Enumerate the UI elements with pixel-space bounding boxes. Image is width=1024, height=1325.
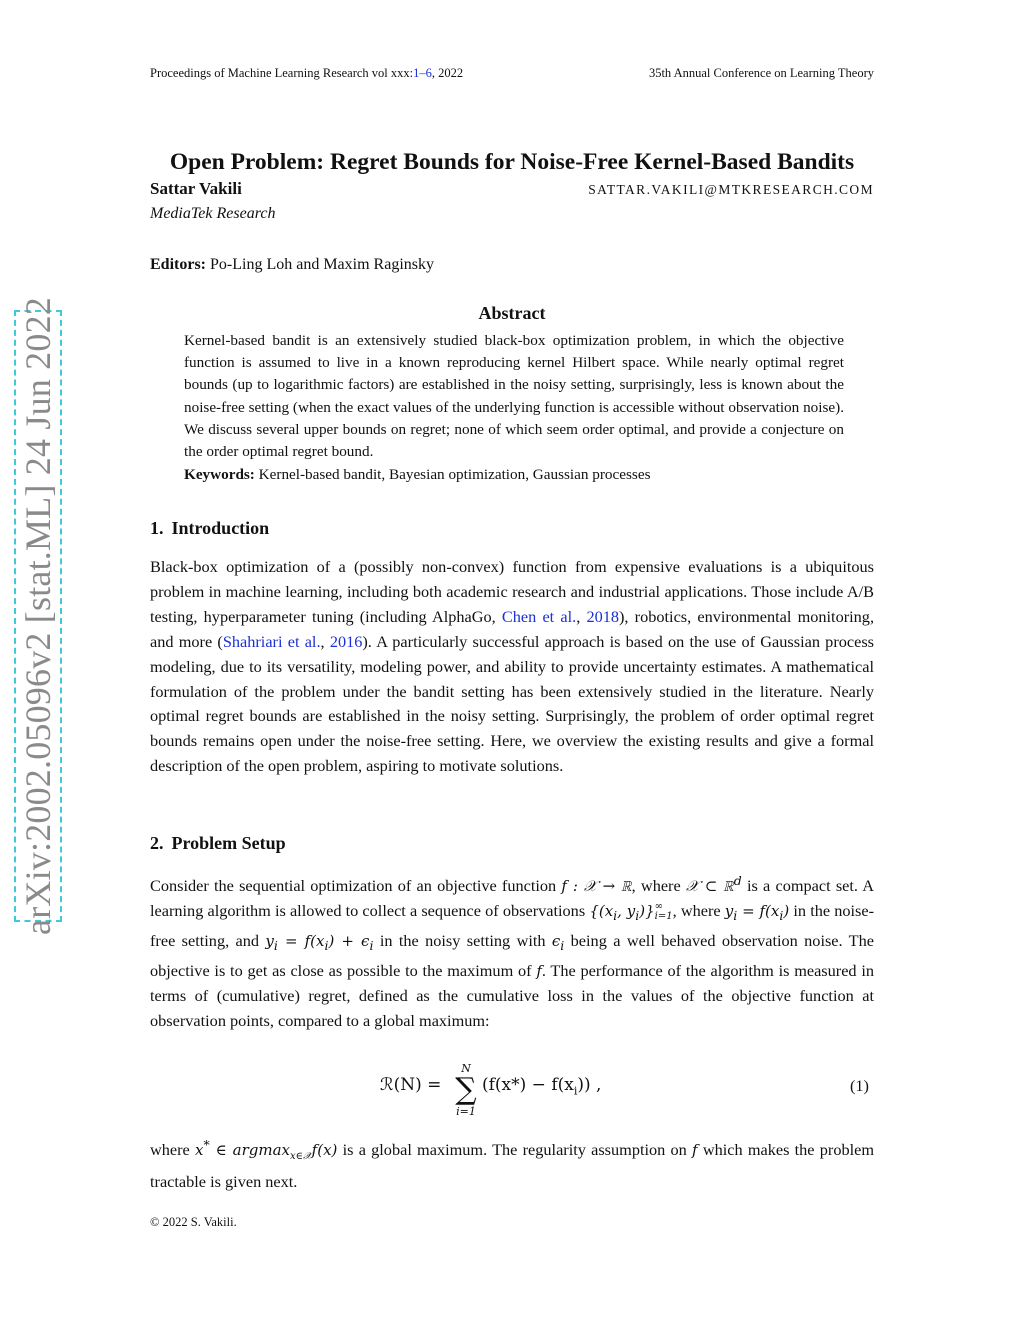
editors-label: Editors: <box>150 256 206 273</box>
copyright-notice: © 2022 S. Vakili. <box>150 1215 237 1229</box>
math-part: i <box>573 1084 578 1098</box>
math-part: i <box>369 937 374 953</box>
math-part: i <box>273 937 278 953</box>
math-part: x∈𝒳 <box>290 1151 312 1162</box>
text: Consider the sequential optimization of an objective function <box>150 876 562 895</box>
text: in the noise-free setting, and <box>150 900 875 950</box>
math-part: 𝒳 ⊂ ℝ <box>685 877 734 895</box>
author-name: Sattar Vakili <box>150 179 242 198</box>
math-domain <box>685 873 742 895</box>
math-part: i <box>635 907 640 923</box>
math-part: i=1 <box>654 910 673 922</box>
text: is a compact set. A learning algorithm is allowed to collect a sequence of observations <box>150 876 875 920</box>
math-part: = f(x <box>277 931 325 950</box>
text: which makes the problem tractable is given next. <box>150 1140 875 1191</box>
math-part: = f(x <box>737 901 780 920</box>
citation-sep: , <box>576 606 587 626</box>
math-part: i <box>733 907 738 923</box>
proceedings-year: , 2022 <box>431 66 464 80</box>
running-header <box>150 66 874 81</box>
intro-text-c: ). A particularly successful approach is based on the use of Gaussian process modeling, due to its versatility, modeling power, and ability to provide uncertainty estimates. A mathematical formulation of the problem under the bandit setting has been extensively studied in the literature. Nearly optimal regret bounds are established in the noisy setting. Surprisingly, the problem of order optimal regret bounds remains open under the noise-free setting. Here, we overview the existing results and give a formal description of the open problem, aspiring to motivate solutions. <box>150 631 875 776</box>
citation-shahriari-year[interactable]: 2016 <box>329 631 363 651</box>
author-affiliation: MediaTek Research <box>150 205 276 222</box>
abstract-heading: Abstract <box>478 303 546 323</box>
section-number: 1. <box>150 518 164 538</box>
abstract-body: Kernel-based bandit is an extensively studied black-box optimization problem, in which the objective function is assumed to live in a known reproducing kernel Hilbert space. While nearly optimal regret bounds (up to logarithmic factors) are established in the noisy setting, surprisingly, less is known about the noise-free setting (when the exact values of the underlying function is accessible without observation noise). We discuss several upper bounds on regret; none of which seem order optimal, and provide a conjecture on the order optimal regret bound. <box>184 332 844 461</box>
citation-chen-year[interactable]: 2018 <box>586 606 620 626</box>
sum-symbol: ∑ <box>455 1072 477 1107</box>
editors-names: Po-Ling Loh and Maxim Raginsky <box>206 256 434 273</box>
math-part: (f(x*) − f(x <box>482 1075 574 1095</box>
author-email: SATTAR.VAKILI@MTKRESEARCH.COM <box>588 182 874 197</box>
section-heading-problem-setup <box>150 833 286 854</box>
keywords-line <box>184 466 650 484</box>
math-part: * <box>203 1137 210 1152</box>
summation <box>453 1062 479 1118</box>
math-part: , y <box>617 901 636 920</box>
text: where <box>150 1140 195 1159</box>
math-part: ∈ argmax <box>209 1141 291 1159</box>
introduction-paragraph <box>150 555 874 779</box>
math-part: f(x) <box>311 1141 338 1159</box>
citation-shahriari-author[interactable]: Shahriari et al. <box>222 631 321 651</box>
equation-lhs: ℛ(N) = <box>380 1075 442 1095</box>
math-part: y <box>724 901 734 920</box>
running-header-right: 35th Annual Conference on Learning Theory <box>648 66 874 80</box>
math-part: i <box>324 937 329 953</box>
math-part: )} <box>639 901 655 920</box>
math-part: i <box>560 937 565 953</box>
math-f: f <box>536 961 542 980</box>
section-heading-introduction <box>150 518 269 539</box>
text: is a global maximum. The regularity assumption on <box>337 1140 693 1159</box>
intro-text-a: Black-box optimization of a (possibly non-convex) function from expensive evaluations is a ubiquitous problem in machine learning, including both academic research and industrial applications. Those include A/B testing, hyperparameter tuning (including AlphaGo, <box>150 557 874 626</box>
math-function-signature: f : 𝒳 → ℝ <box>561 877 632 895</box>
running-header-left <box>150 66 463 81</box>
math-noise-term <box>551 931 565 953</box>
section-title: Introduction <box>171 518 270 538</box>
section-number: 2. <box>150 833 164 853</box>
author-row <box>150 179 874 199</box>
paper-title: Open Problem: Regret Bounds for Noise-Free Kernel-Based Bandits <box>169 149 855 175</box>
text: , where <box>672 900 725 920</box>
citation-sep: , <box>320 631 330 651</box>
proceedings-label: Proceedings of Machine Learning Research vol xxx: <box>150 66 414 80</box>
text: in the noisy setting with <box>373 930 552 950</box>
math-argmax <box>195 1137 338 1162</box>
math-f: f <box>692 1141 698 1159</box>
keywords-label: Keywords: <box>184 466 255 483</box>
keywords-list: Kernel-based bandit, Bayesian optimization, Gaussian processes <box>254 466 651 483</box>
pages-link[interactable]: 1–6 <box>413 66 432 80</box>
problem-setup-paragraph-2 <box>150 1133 874 1195</box>
math-part: i <box>613 907 618 923</box>
problem-setup-paragraph <box>150 869 874 1033</box>
math-part: ) + ϵ <box>328 931 370 950</box>
sum-upper-limit: N <box>461 1062 471 1075</box>
equation-rhs <box>482 1075 601 1097</box>
intro-text-b: ), robotics, environmental monitoring, and more ( <box>150 606 875 651</box>
math-part: x <box>195 1141 204 1159</box>
math-part: y <box>265 931 274 950</box>
citation-chen-author[interactable]: Chen et al. <box>501 606 577 626</box>
arxiv-stamp <box>14 297 62 935</box>
math-noisy <box>265 931 374 953</box>
text: , where <box>631 876 686 895</box>
math-part: d <box>733 873 742 888</box>
math-part: ϵ <box>551 931 561 950</box>
math-observation-sequence <box>589 900 673 923</box>
regret-equation <box>380 1060 680 1120</box>
math-part: ) <box>783 901 790 920</box>
equation-number: (1) <box>850 1076 869 1095</box>
text: . The performance of the algorithm is measured in terms of (cumulative) regret, defined as the cumulative loss in the values of the objective function at observation points, compared to a global maximum: <box>150 960 874 1030</box>
sum-lower-limit: i=1 <box>456 1105 476 1118</box>
arxiv-id-text: arXiv:2002.05096v2 [stat.ML] 24 Jun 2022 <box>18 297 58 935</box>
math-part: {(x <box>589 901 614 920</box>
math-part: i <box>779 907 784 923</box>
math-noise-free <box>724 901 790 923</box>
text: being a well behaved observation noise. The objective is to get as close as possible to the maximum of <box>150 930 874 980</box>
math-part: )) , <box>577 1075 602 1095</box>
math-part: ∞ <box>654 900 664 912</box>
section-title: Problem Setup <box>171 833 286 853</box>
editors-line <box>150 256 434 274</box>
